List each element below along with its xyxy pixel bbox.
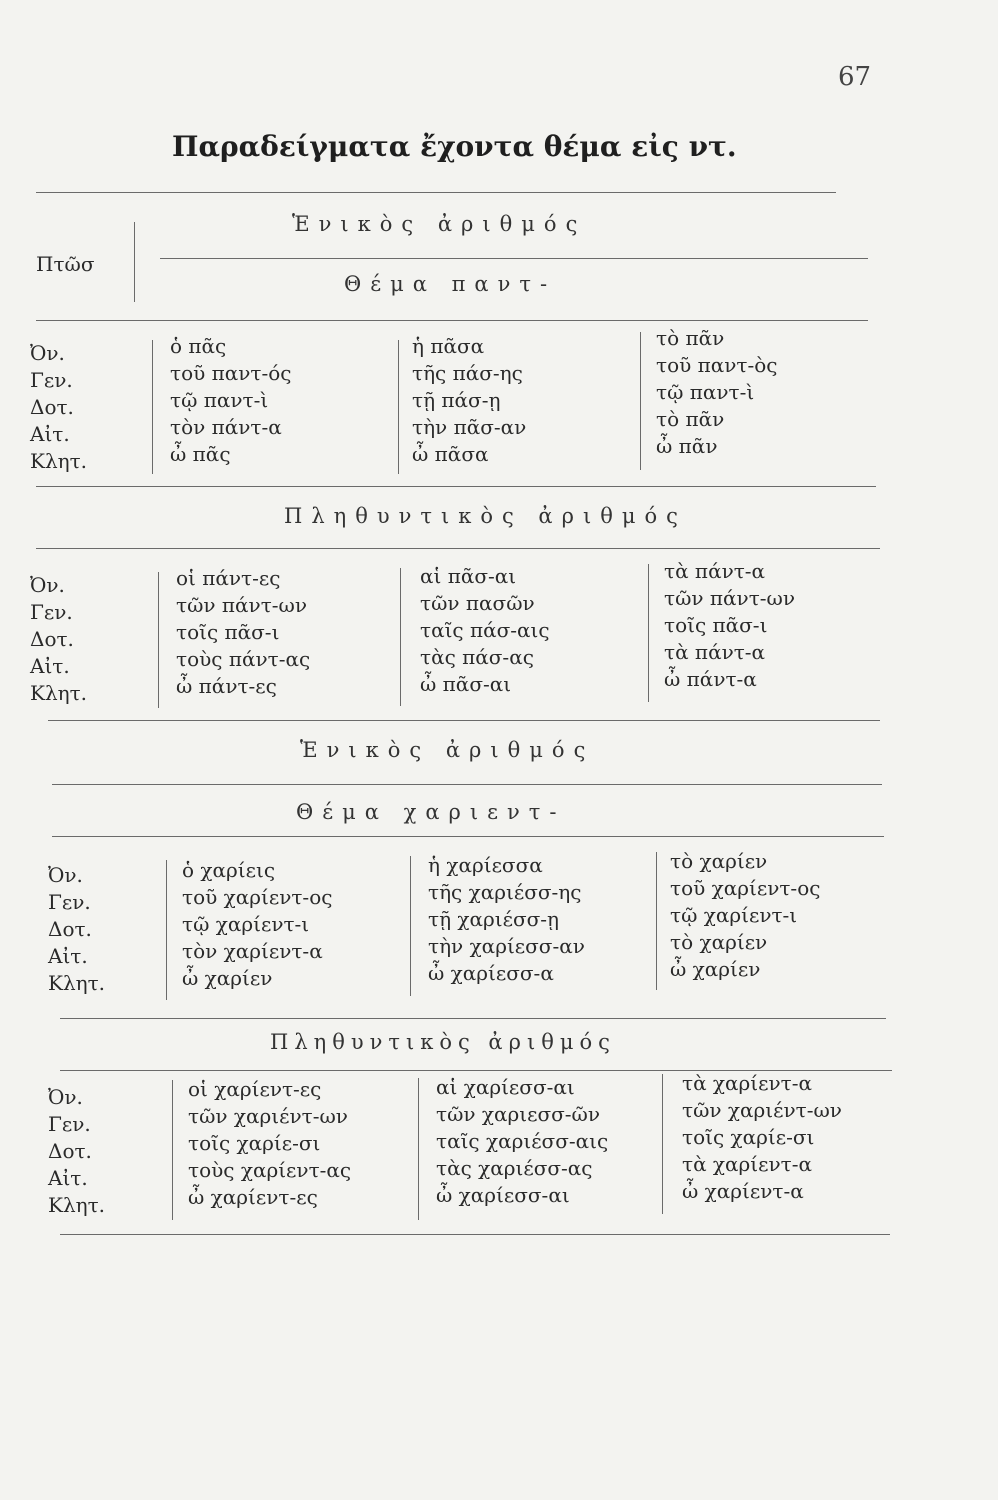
- form: τῶν χαριέντ-ων: [682, 1098, 842, 1122]
- case-nominative: Ὀν.: [48, 863, 83, 887]
- section-1-neuter: [656, 325, 778, 460]
- case-dative: Δοτ.: [30, 627, 74, 651]
- case-dative: Δοτ.: [30, 395, 74, 419]
- case-genitive: Γεν.: [30, 600, 73, 624]
- form: τοῦ χαρίεντ-ος: [670, 876, 821, 900]
- form: ὁ πᾶς: [170, 334, 227, 358]
- form: ὦ χαρίεν: [670, 957, 761, 981]
- form: τὸ χαρίεν: [670, 930, 768, 954]
- rule-header-bottom: [36, 320, 868, 321]
- case-nominative: Ὀν.: [30, 573, 65, 597]
- form: τὰ χαρίεντ-α: [682, 1071, 812, 1095]
- rule-section-2-end: [48, 720, 880, 721]
- form: ὦ χαρίεντ-α: [682, 1179, 804, 1203]
- section-1-number-label: Ἑνικὸς ἀριθμός: [292, 212, 587, 236]
- form: τὴν πᾶσ-αν: [412, 415, 527, 439]
- form: τὸν χαρίεντ-α: [182, 939, 323, 963]
- form: τοῖς πᾶσ-ι: [664, 613, 768, 637]
- section-3-neuter: [670, 848, 820, 983]
- section-4-neuter: [682, 1070, 842, 1205]
- rule-section-3-end: [60, 1018, 886, 1019]
- form: τῷ χαρίεντ-ι: [670, 903, 798, 927]
- rule-header-mid: [160, 258, 868, 259]
- section-4-divider-a: [172, 1080, 173, 1220]
- form: ὦ πᾶν: [656, 434, 718, 458]
- section-3-divider-a: [166, 860, 167, 1000]
- form: αἱ πᾶσ-αι: [420, 564, 517, 588]
- header-divider: [134, 222, 135, 302]
- section-1-divider-c: [640, 332, 641, 470]
- section-4-divider-b: [418, 1078, 419, 1220]
- page-title: Παραδείγματα ἔχοντα θέμα εἰς ντ.: [172, 130, 737, 163]
- form: τῶν χαριέντ-ων: [188, 1104, 348, 1128]
- form: τῶν χαριεσσ-ῶν: [436, 1102, 601, 1126]
- form: τοῦ παντ-ός: [170, 361, 292, 385]
- section-2-masculine: [176, 565, 310, 700]
- case-vocative: Κλητ.: [48, 1193, 106, 1217]
- section-2-feminine: [420, 563, 550, 698]
- case-vocative: Κλητ.: [48, 971, 106, 995]
- form: ὦ πᾶς: [170, 442, 231, 466]
- form: τῷ παντ-ὶ: [656, 380, 755, 404]
- section-1-divider-b: [398, 340, 399, 474]
- section-3-divider-b: [410, 856, 411, 996]
- section-4-feminine: [436, 1074, 608, 1209]
- form: τοῦ παντ-ὸς: [656, 353, 778, 377]
- form: ὦ πᾶσα: [412, 442, 489, 466]
- form: ὦ χαρίεσσ-α: [428, 961, 554, 985]
- section-3-masculine: [182, 857, 332, 992]
- form: τοῖς χαρίε-σι: [682, 1125, 815, 1149]
- form: οἱ πάντ-ες: [176, 566, 281, 590]
- case-accusative: Αἰτ.: [48, 944, 88, 968]
- rule-top: [36, 192, 836, 193]
- form: ἡ χαρίεσσα: [428, 853, 543, 877]
- form: οἱ χαρίεντ-ες: [188, 1077, 322, 1101]
- section-1-cases: [30, 340, 140, 475]
- header-label: Πτῶσ: [36, 252, 95, 276]
- case-genitive: Γεν.: [48, 1112, 91, 1136]
- form: ταῖς πάσ-αις: [420, 618, 550, 642]
- case-dative: Δοτ.: [48, 1139, 92, 1163]
- section-4-cases: [48, 1084, 158, 1219]
- section-4-divider-c: [662, 1074, 663, 1214]
- form: τὸ πᾶν: [656, 407, 725, 431]
- form: τοῖς χαρίε-σι: [188, 1131, 321, 1155]
- case-nominative: Ὀν.: [30, 341, 65, 365]
- form: τὰ χαρίεντ-α: [682, 1152, 812, 1176]
- form: τῶν πάντ-ων: [176, 593, 307, 617]
- form: ὦ πάντ-ες: [176, 674, 277, 698]
- section-3-feminine: [428, 852, 585, 987]
- form: τὰς πάσ-ας: [420, 645, 534, 669]
- form: τοῖς πᾶσ-ι: [176, 620, 280, 644]
- case-genitive: Γεν.: [30, 368, 73, 392]
- form: τῆς πάσ-ης: [412, 361, 523, 385]
- page-number: 67: [838, 62, 872, 92]
- case-dative: Δοτ.: [48, 917, 92, 941]
- form: τοὺς χαρίεντ-ας: [188, 1158, 352, 1182]
- case-accusative: Αἰτ.: [30, 654, 70, 678]
- form: τῷ χαρίεντ-ι: [182, 912, 310, 936]
- rule-bottom: [60, 1234, 890, 1235]
- form: τὰ πάντ-α: [664, 640, 766, 664]
- rule-section-2-header: [36, 548, 880, 549]
- form: ὦ χαρίεν: [182, 966, 273, 990]
- case-accusative: Αἰτ.: [30, 422, 70, 446]
- form: τοὺς πάντ-ας: [176, 647, 311, 671]
- section-2-divider-c: [648, 564, 649, 702]
- case-nominative: Ὀν.: [48, 1085, 83, 1109]
- section-1-theme-label: Θέμα παντ-: [344, 272, 557, 296]
- form: ὦ χαρίεσσ-αι: [436, 1183, 570, 1207]
- form: ὦ πάντ-α: [664, 667, 757, 691]
- form: τὰς χαριέσσ-ας: [436, 1156, 593, 1180]
- form: τῶν πάντ-ων: [664, 586, 795, 610]
- section-2-divider-a: [158, 572, 159, 708]
- rule-section-3-mid: [52, 784, 882, 785]
- form: τὸν πάντ-α: [170, 415, 282, 439]
- case-vocative: Κλητ.: [30, 681, 88, 705]
- section-1-divider-a: [152, 340, 153, 474]
- rule-section-1-end: [36, 486, 876, 487]
- form: τῇ πάσ-ῃ: [412, 388, 501, 412]
- section-2-divider-b: [400, 568, 401, 706]
- form: τῇ χαριέσσ-ῃ: [428, 907, 560, 931]
- case-vocative: Κλητ.: [30, 449, 88, 473]
- section-3-theme-label: Θέμα χαριεντ-: [296, 800, 566, 824]
- form: τῶν πασῶν: [420, 591, 535, 615]
- form: ὁ χαρίεις: [182, 858, 276, 882]
- case-accusative: Αἰτ.: [48, 1166, 88, 1190]
- form: ταῖς χαριέσσ-αις: [436, 1129, 609, 1153]
- section-2-number-label: Πληθυντικὸς ἀριθμός: [284, 504, 687, 528]
- form: ἡ πᾶσα: [412, 334, 485, 358]
- section-4-masculine: [188, 1076, 351, 1211]
- rule-section-3-header: [52, 836, 884, 837]
- section-2-cases: [30, 572, 140, 707]
- section-4-number-label: Πληθυντικὸς ἀριθμός: [270, 1030, 616, 1054]
- form: ὦ χαρίεντ-ες: [188, 1185, 318, 1209]
- form: τὰ πάντ-α: [664, 559, 766, 583]
- form: τοῦ χαρίεντ-ος: [182, 885, 333, 909]
- section-2-neuter: [664, 558, 795, 693]
- form: αἱ χαρίεσσ-αι: [436, 1075, 575, 1099]
- form: τῷ παντ-ὶ: [170, 388, 269, 412]
- section-3-number-label: Ἑνικὸς ἀριθμός: [300, 738, 595, 762]
- section-1-masculine: [170, 333, 292, 468]
- section-3-divider-c: [656, 852, 657, 990]
- form: τὸ χαρίεν: [670, 849, 768, 873]
- form: ὦ πᾶσ-αι: [420, 672, 512, 696]
- form: τὴν χαρίεσσ-αν: [428, 934, 585, 958]
- section-1-feminine: [412, 333, 526, 468]
- form: τὸ πᾶν: [656, 326, 725, 350]
- case-genitive: Γεν.: [48, 890, 91, 914]
- section-3-cases: [48, 862, 158, 997]
- form: τῆς χαριέσσ-ης: [428, 880, 582, 904]
